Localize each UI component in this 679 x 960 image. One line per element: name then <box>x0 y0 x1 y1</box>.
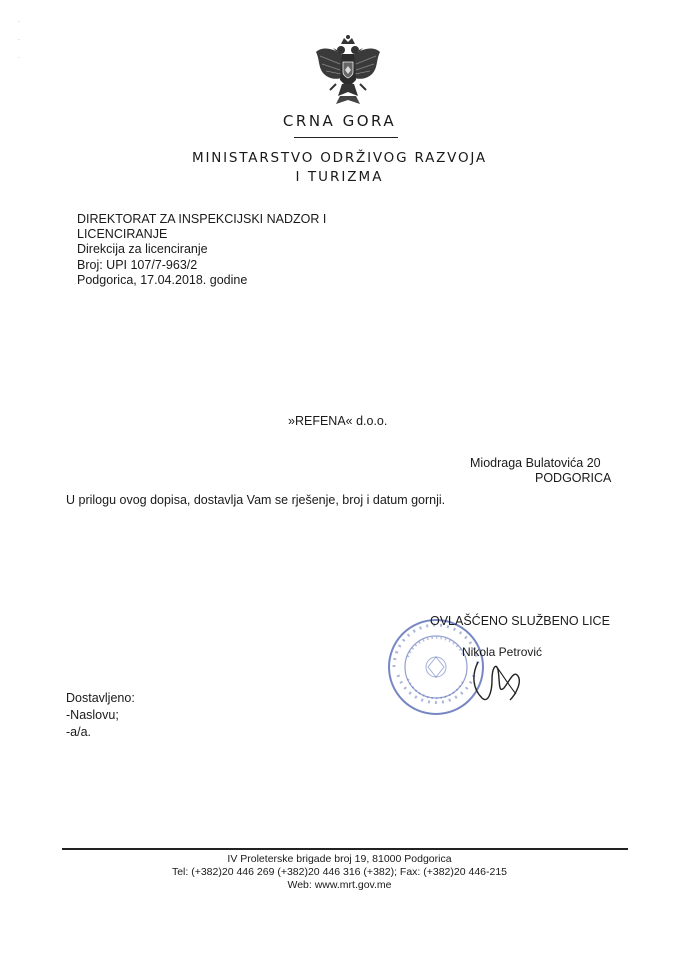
place-and-date: Podgorica, 17.04.2018. godine <box>77 272 248 287</box>
department-name: Direkcija za licenciranje <box>77 242 208 257</box>
header-divider <box>294 137 398 138</box>
signer-name: Nikola Petrović <box>462 645 543 659</box>
letter-body: U prilogu ovog dopisa, dostavlja Vam se rješenje, broj i datum gornji. <box>66 493 446 507</box>
directorate-line2: LICENCIRANJE <box>77 227 168 242</box>
footer-divider <box>62 848 628 850</box>
directorate-line1: DIREKTORAT ZA INSPEKCIJSKI NADZOR I <box>77 212 327 226</box>
delivery-list <box>66 690 135 741</box>
reference-number: Broj: UPI 107/7-963/2 <box>77 257 198 272</box>
footer-address: IV Proleterske brigade broj 19, 81000 Podgorica <box>227 853 452 865</box>
recipient-city: PODGORICA <box>535 471 612 485</box>
footer-web: Web: www.mrt.gov.me <box>287 879 392 891</box>
ministry-name-line2: I TURIZMA <box>295 169 384 185</box>
recipient-street: Miodraga Bulatovića 20 <box>470 456 601 470</box>
sender-block <box>77 212 326 288</box>
footer <box>0 853 679 892</box>
country-name: CRNA GORA <box>282 112 397 130</box>
official-title: OVLAŠĆENO SLUŽBENO LICE <box>430 614 610 628</box>
footer-phones: Tel: (+382)20 446 269 (+382)20 446 316 (+382); Fax: (+382)20 446-215 <box>171 866 508 878</box>
handwritten-signature <box>462 648 534 708</box>
delivery-heading: Dostavljeno: <box>66 691 135 705</box>
scan-marks: ˙ ˙ ˙ <box>18 20 21 65</box>
recipient-name: »REFENA« d.o.o. <box>288 414 388 428</box>
ministry-name-line1: MINISTARSTVO ODRŽIVOG RAZVOJA <box>192 150 487 166</box>
delivery-item: -a/a. <box>66 725 92 739</box>
coat-of-arms-emblem <box>314 34 382 106</box>
delivery-item: -Naslovu; <box>66 708 119 722</box>
